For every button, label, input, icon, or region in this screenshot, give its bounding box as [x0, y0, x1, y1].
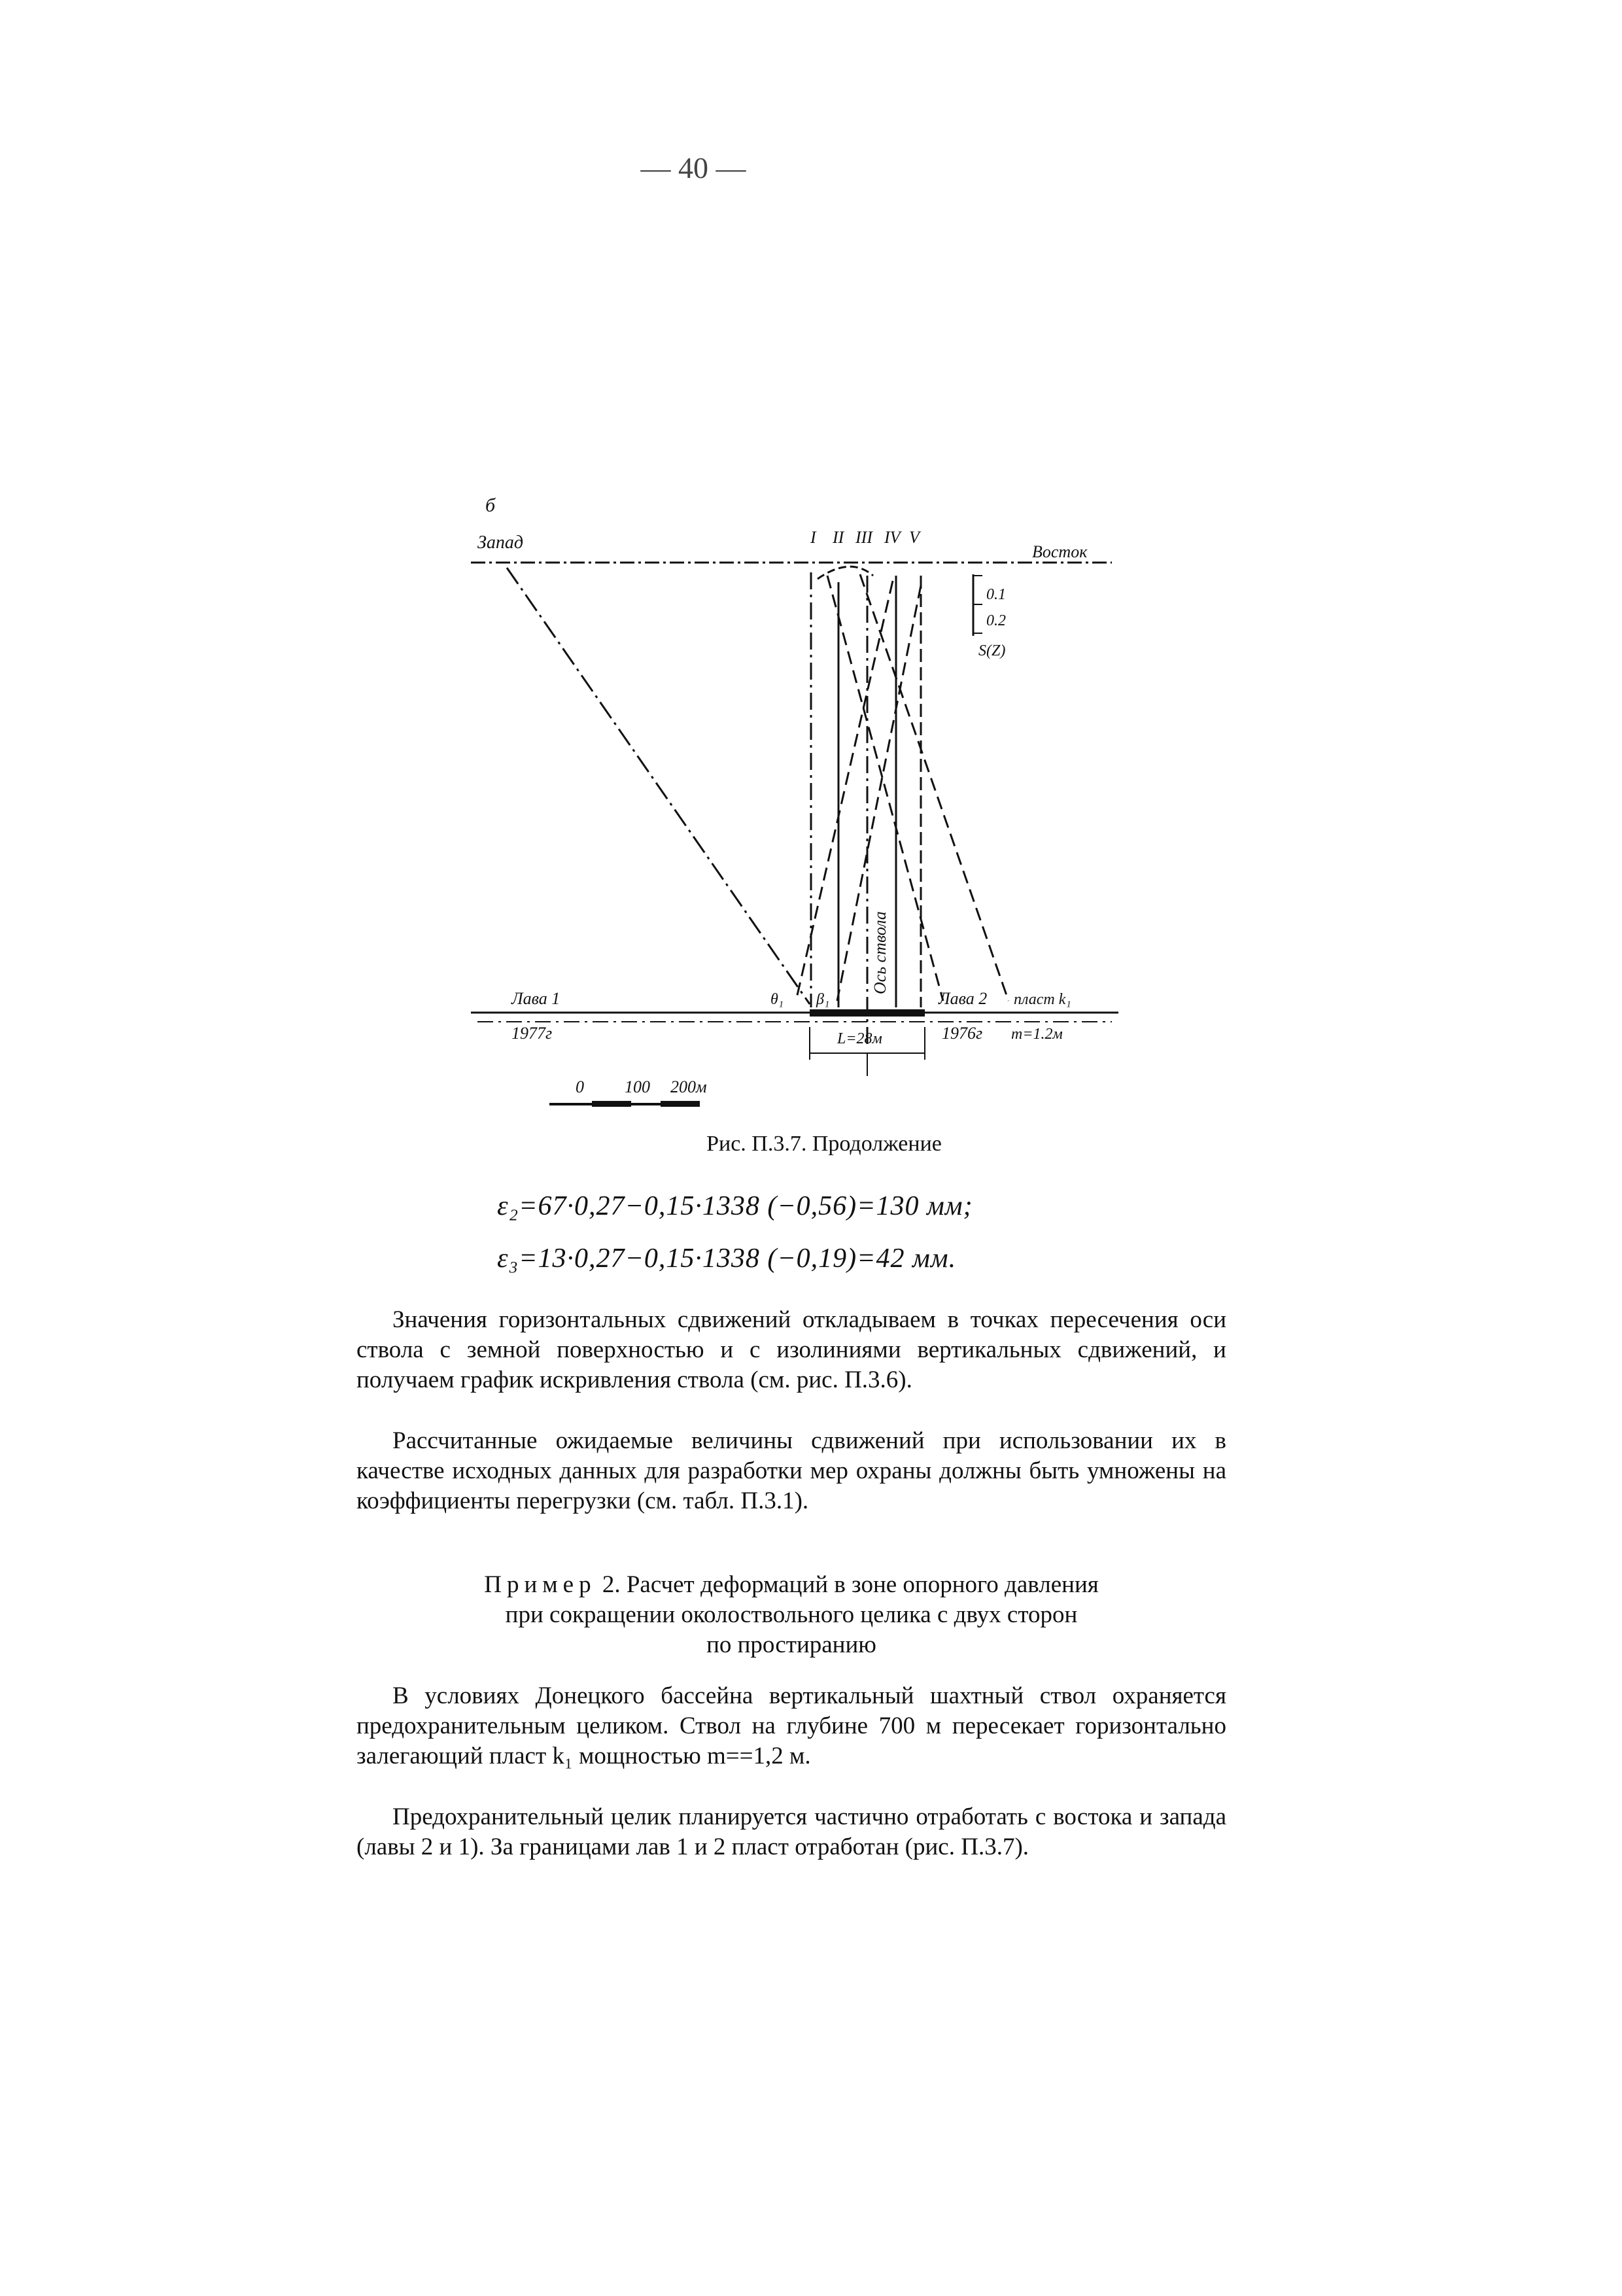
paragraph-horizontal-displacement: Значения горизонтальных сдвижений откладываем в точках пересечения оси ствола с земной поверхностью и с изолиниями вертикальных сдвижений, и получаем график искривления ствола (см. рис. П.3.6).: [356, 1306, 1226, 1393]
west-label: Запад: [477, 532, 524, 553]
scale-bar-200: 200м: [670, 1077, 707, 1096]
influence-curve: [818, 566, 873, 579]
width-label: L=28м: [837, 1030, 882, 1047]
shaft-label-3: III: [855, 528, 872, 547]
paragraph-overload-coefficients: Рассчитанные ожидаемые величины сдвижений при использовании их в качестве исходных данных для разработки мер охраны должны быть умножены на коэффициенты перегрузки (см. табл. П.3.1).: [356, 1427, 1226, 1514]
formula-epsilon-2: ε₂=67·0,27−0,15·1338 (−0,56)=130 мм;: [497, 1191, 973, 1221]
paragraph-pillar-planning: Предохранительный целик планируется частично отработать с востока и запада (лавы 2 и 1). За границами лав 1 и 2 пласт отработан (рис. П.3.7).: [356, 1803, 1226, 1860]
angle-right-label: β₁: [816, 991, 830, 1008]
layer-label: пласт k₁: [1014, 991, 1071, 1008]
lava2-year: 1976г: [942, 1024, 983, 1043]
lava1-label: Лава 1: [511, 989, 561, 1008]
scale-value-2: 0.2: [986, 612, 1006, 629]
shaft-axis-label: Ось ствола: [871, 911, 889, 994]
lava2-label: Лава 2: [939, 989, 988, 1008]
figure-caption: Рис. П.3.7. Продолжение: [706, 1132, 942, 1156]
boundary-angle-west: [507, 568, 810, 1004]
paragraph-donetsk-conditions: В условиях Донецкого бассейна вертикальный шахтный ствол охраняется предохранительным целиком. Ствол на глубине 700 м пересекает горизонтально залегающий пласт k₁ мощностью m==1,2 м.: [356, 1682, 1226, 1769]
shaft-label-2: II: [833, 528, 844, 547]
scale-bar-0: 0: [576, 1077, 584, 1096]
thickness-label: m=1.2м: [1011, 1026, 1063, 1043]
east-label: Восток: [1032, 542, 1088, 561]
pillar-block: [810, 1009, 925, 1017]
formula-epsilon-3: ε₃=13·0,27−0,15·1338 (−0,19)=42 мм.: [497, 1244, 957, 1274]
example-title-line-1: 2. Расчет деформаций в зоне опорного давления: [602, 1571, 1099, 1598]
example-title-line-3: по простиранию: [706, 1631, 876, 1658]
scale-value-1: 0.1: [986, 586, 1006, 603]
page-number: — 40 —: [640, 151, 746, 184]
panel-label: б: [485, 495, 496, 516]
example-heading: [366, 1570, 1216, 1660]
shaft-label-4: IV: [884, 528, 901, 547]
example-title-line-2: при сокращении околоствольного целика с двух сторон: [505, 1601, 1078, 1628]
shaft-label-1: I: [810, 528, 816, 547]
angle-left-label: θ₁: [770, 991, 784, 1008]
example-label: Пример: [484, 1571, 596, 1598]
lava1-year: 1977г: [511, 1024, 553, 1043]
shaft-label-5: V: [909, 528, 920, 547]
scale-bar-100: 100: [625, 1077, 650, 1096]
figure-diagram: [451, 484, 1164, 1138]
scale-value-3: S(Z): [978, 642, 1006, 659]
